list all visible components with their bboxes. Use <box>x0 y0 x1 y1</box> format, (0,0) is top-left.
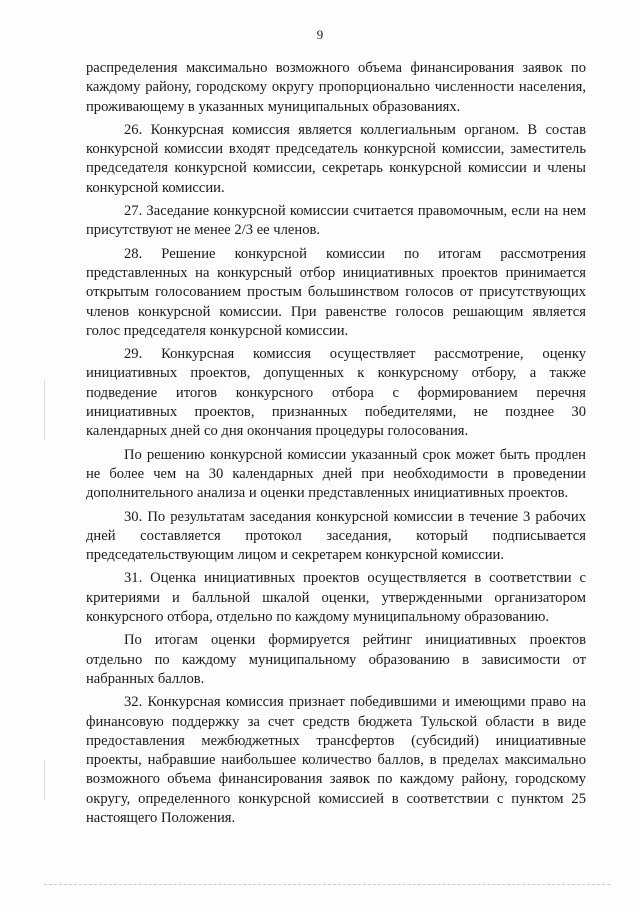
scan-margin-mark <box>44 760 45 800</box>
paragraph-29: 29. Конкурсная комиссия осуществляет рассмотрение, оценку инициативных проектов, допущенных к конкурсному отбору, а также подведение итогов конкурсного отбора с формированием перечня инициативных проектов, признанных победителями, не позднее 30 календарных дней со дня окончания процедуры голосования. <box>86 346 586 440</box>
paragraph-27: 27. Заседание конкурсной комиссии считается правомочным, если на нем присутствуют не менее 2/3 ее членов. <box>86 203 586 239</box>
paragraph-31: 31. Оценка инициативных проектов осуществляется в соответствии с критериями и балльной шкалой оценки, утвержденными организатором конкурсного отбора, отдельно по каждому муниципальному образованию. <box>86 570 586 626</box>
paragraph-28: 28. Решение конкурсной комиссии по итогам рассмотрения представленных на конкурсный отбор инициативных проектов принимается открытым голосованием простым большинством голосов от присутствующих членов конкурсной комиссии. При равенстве голосов решающим является голос председателя конкурсной комиссии. <box>86 245 586 339</box>
paragraph-32: 32. Конкурсная комиссия признает победившими и имеющими право на финансовую поддержку за счет средств бюджета Тульской области в виде предоставления межбюджетных трансфертов (субсидий) инициативные проекты, набравшие наибольшее количество баллов, в пределах максимально возможного объема финансирования заявок по каждому району, городскому округу, определенного конкурсной комиссией в соответствии с пунктом 25 настоящего Положения. <box>86 694 586 826</box>
paragraph-30: 30. По результатам заседания конкурсной комиссии в течение 3 рабочих дней составляется протокол заседания, который подписывается председательствующим лицом и секретарем конкурсной комиссии. <box>86 508 586 564</box>
paragraph-29-extension: По решению конкурсной комиссии указанный срок может быть продлен не более чем на 30 календарных дней при необходимости в проведении дополнительного анализа и оценки представленных инициативных проектов. <box>86 446 586 502</box>
paragraph-continuation: распределения максимально возможного объема финансирования заявок по каждому району, городскому округу пропорционально численности населения, проживающему в указанных муниципальных образованиях. <box>86 60 586 115</box>
scan-bottom-edge <box>44 884 610 885</box>
paragraph-31-rating: По итогам оценки формируется рейтинг инициативных проектов отдельно по каждому муниципальному образованию в зависимости от набранных баллов. <box>86 632 586 687</box>
document-body <box>86 59 586 832</box>
page-number: 9 <box>316 27 324 42</box>
paragraph-26: 26. Конкурсная комиссия является коллегиальным органом. В состав конкурсной комиссии входят председатель конкурсной комиссии, заместитель председателя конкурсной комиссии, секретарь конкурсной комиссии и члены конкурсной комиссии. <box>86 121 586 196</box>
scan-margin-mark <box>44 380 45 440</box>
